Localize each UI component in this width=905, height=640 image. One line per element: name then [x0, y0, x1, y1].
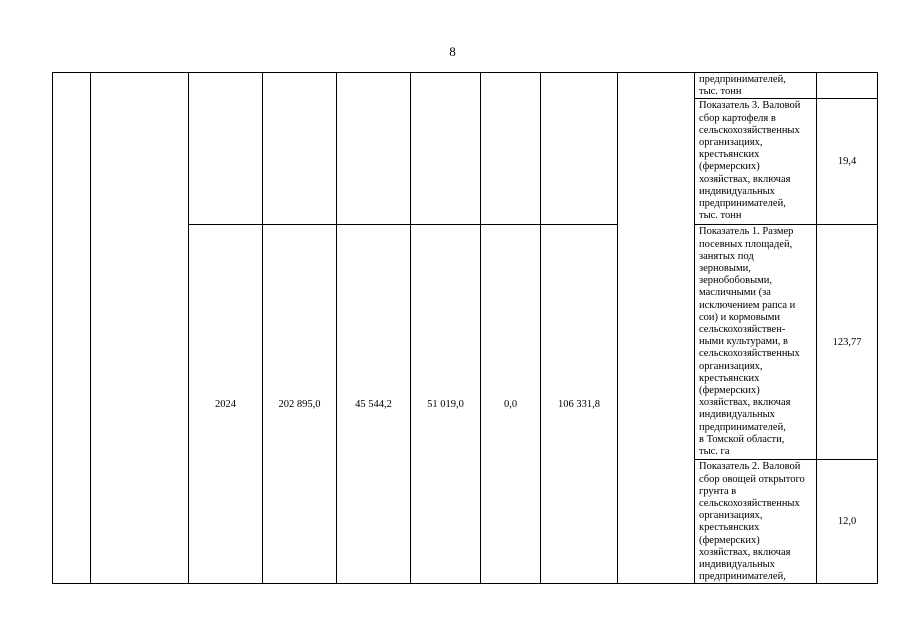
indicator-line: организациях, — [699, 510, 763, 522]
indicator-line: предпринимателей, — [699, 421, 786, 433]
indicator-value-0 — [817, 73, 878, 99]
indicator-line: зерновыми, — [699, 263, 751, 275]
empty-cell — [337, 73, 411, 225]
indicator-line: сельскохозяйственных — [699, 498, 800, 510]
indicator-line: крестьянских — [699, 149, 760, 161]
indicator-cell-0 — [695, 73, 817, 99]
indicator-line: организациях, — [699, 360, 763, 372]
indicator-line: хозяйствах, включая — [699, 397, 791, 409]
indicator-line: занятых под — [699, 250, 754, 262]
budget-table — [52, 72, 878, 584]
indicator-line: хозяйствах, включая — [699, 546, 791, 558]
indicator-line: хозяйствах, включая — [699, 173, 791, 185]
year-cell: 2024 — [189, 225, 263, 584]
indicator-line: грунта в — [699, 485, 737, 497]
indicator-cell-1 — [695, 99, 817, 225]
federal-budget-cell: 45 544,2 — [337, 225, 411, 584]
empty-cell — [481, 73, 541, 225]
indicator-cell-3 — [695, 460, 817, 584]
indicator-line: тыс. га — [699, 446, 730, 458]
indicator-line: посевных площадей, — [699, 238, 793, 250]
empty-cell — [91, 73, 189, 584]
indicator-line: индивидуальных — [699, 559, 775, 571]
indicator-line: ными культурами, в — [699, 336, 789, 348]
indicator-value-1: 19,4 — [817, 99, 878, 225]
indicator-line: индивидуальных — [699, 185, 775, 197]
indicator-cell-2 — [695, 225, 817, 460]
indicator-line: (фермерских) — [699, 534, 760, 546]
indicator-line: крестьянских — [699, 372, 760, 384]
empty-cell — [53, 73, 91, 584]
regional-budget-cell: 51 019,0 — [411, 225, 481, 584]
indicator-line: сельскохозяйственных — [699, 348, 800, 360]
indicator-line: масличными (за — [699, 287, 771, 299]
indicator-line: предпринимателей, — [699, 571, 786, 583]
indicator-line: сои) и кормовыми — [699, 311, 780, 323]
total-cell: 202 895,0 — [263, 225, 337, 584]
indicator-line: сельскохозяйствен- — [699, 324, 786, 336]
indicator-line: тыс. тонн — [699, 210, 742, 222]
indicator-line: Показатель 2. Валовой — [699, 461, 801, 473]
empty-cell — [618, 73, 695, 584]
empty-cell — [541, 73, 618, 225]
indicator-line: сбор овощей открытого — [699, 473, 805, 485]
local-budget-cell: 0,0 — [481, 225, 541, 584]
indicator-line: в Томской области, — [699, 433, 785, 445]
page-number: 8 — [449, 44, 456, 59]
indicator-line: исключением рапса и — [699, 299, 796, 311]
indicator-line: (фермерских) — [699, 161, 760, 173]
indicator-line: зернобобовыми, — [699, 275, 773, 287]
indicator-value-2: 123,77 — [817, 225, 878, 460]
empty-cell — [189, 73, 263, 225]
indicator-line: организациях, — [699, 137, 763, 149]
empty-cell — [411, 73, 481, 225]
indicator-line: индивидуальных — [699, 409, 775, 421]
indicator-line: сельскохозяйственных — [699, 124, 800, 136]
empty-cell — [263, 73, 337, 225]
other-sources-cell: 106 331,8 — [541, 225, 618, 584]
indicator-line: (фермерских) — [699, 385, 760, 397]
indicator-line: сбор картофеля в — [699, 112, 776, 124]
indicator-line: крестьянских — [699, 522, 760, 534]
indicator-value-3: 12,0 — [817, 460, 878, 584]
indicator-line: предпринимателей, — [699, 198, 786, 210]
indicator-line: Показатель 3. Валовой — [699, 100, 801, 112]
indicator-line: предпринимателей, — [699, 74, 786, 85]
indicator-line: Показатель 1. Размер — [699, 226, 794, 238]
indicator-line: тыс. тонн — [699, 86, 742, 98]
